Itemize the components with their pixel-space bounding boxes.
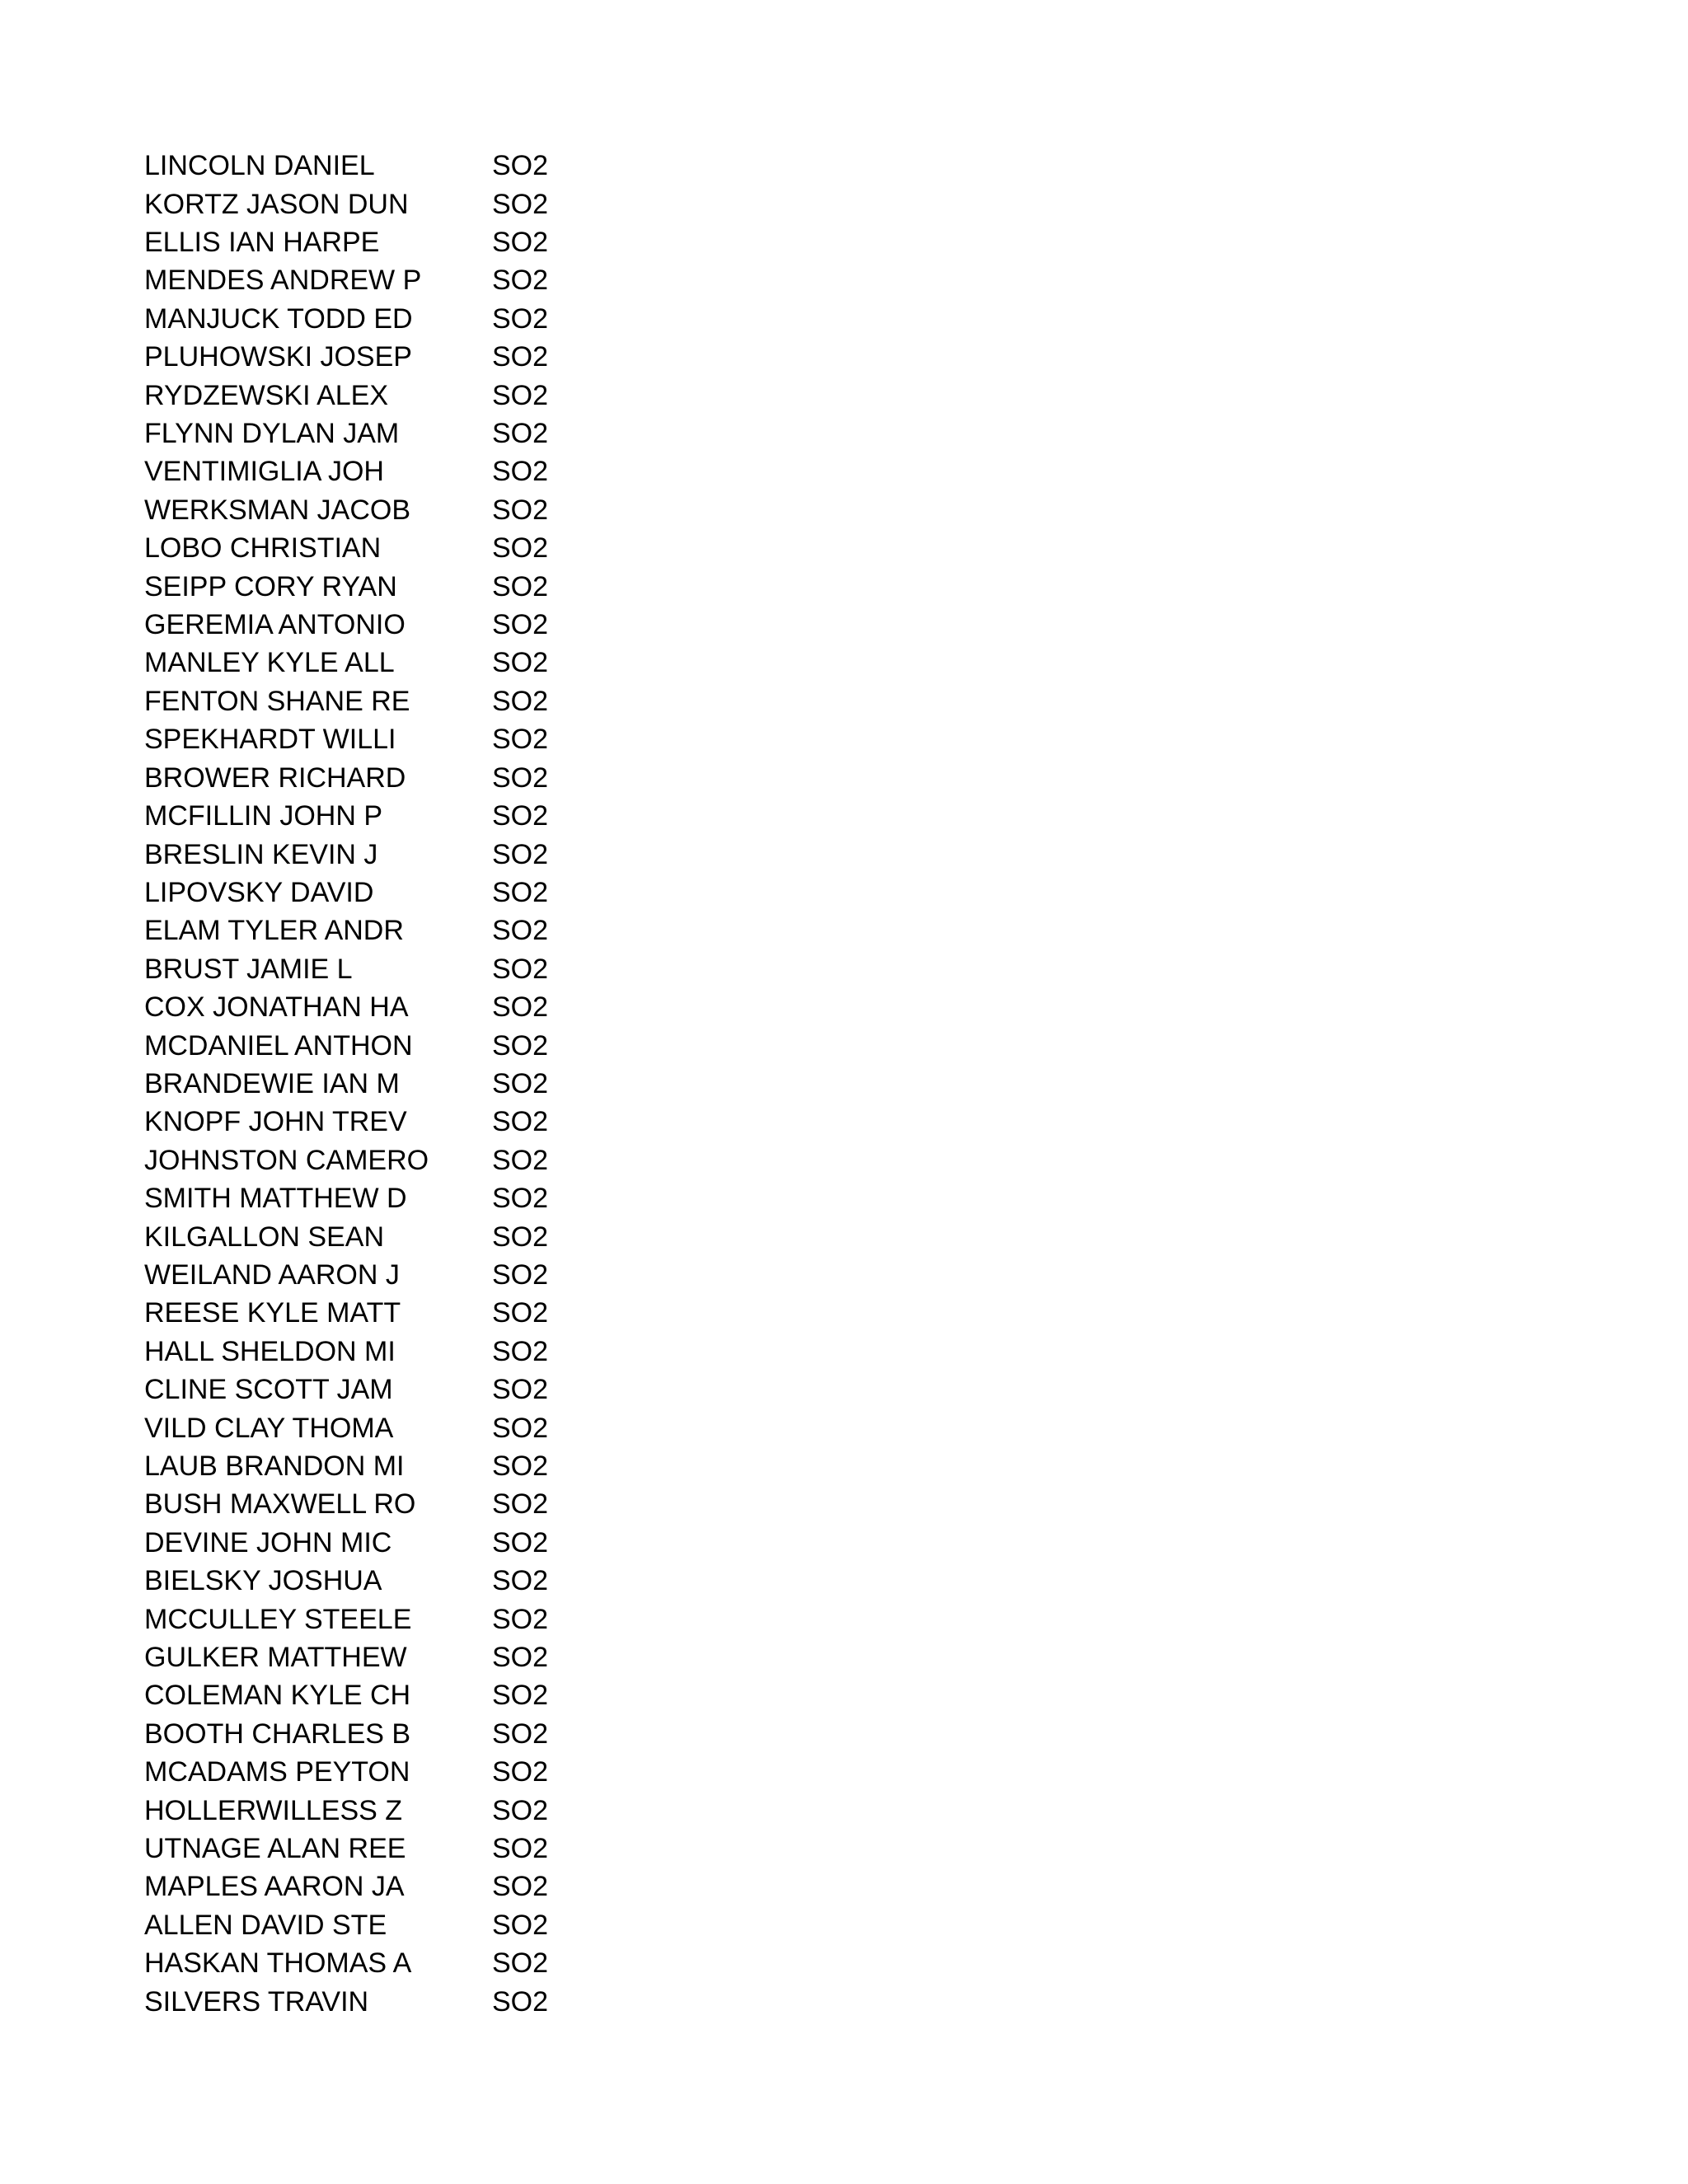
person-name: MCCULLEY STEELE (144, 1603, 412, 1635)
roster-row (144, 1408, 606, 1446)
roster-row (144, 1294, 606, 1332)
person-name: MCFILLIN JOHN P (144, 800, 383, 832)
roster-list (144, 147, 606, 2021)
class-code: SO2 (492, 532, 549, 565)
person-name: BRUST JAMIE L (144, 953, 353, 985)
person-name: BOOTH CHARLES B (144, 1718, 411, 1750)
class-code: SO2 (492, 1680, 549, 1712)
roster-row (144, 912, 606, 949)
roster-row (144, 1830, 606, 1868)
person-name: PLUHOWSKI JOSEP (144, 341, 412, 373)
class-code: SO2 (492, 1833, 549, 1865)
class-code: SO2 (492, 150, 549, 182)
person-name: REESE KYLE MATT (144, 1297, 401, 1329)
roster-row (144, 1562, 606, 1600)
roster-row (144, 606, 606, 644)
roster-row (144, 452, 606, 490)
roster-row (144, 759, 606, 797)
person-name: MCDANIEL ANTHON (144, 1029, 413, 1062)
roster-row (144, 1333, 606, 1371)
roster-row (144, 300, 606, 338)
person-name: UTNAGE ALAN REE (144, 1833, 406, 1865)
class-code: SO2 (492, 838, 549, 870)
roster-row (144, 376, 606, 414)
roster-row (144, 797, 606, 835)
roster-row (144, 950, 606, 988)
class-code: SO2 (492, 1106, 549, 1138)
person-name: BROWER RICHARD (144, 762, 406, 794)
person-name: WERKSMAN JACOB (144, 494, 411, 526)
roster-row (144, 1065, 606, 1103)
person-name: CLINE SCOTT JAM (144, 1374, 393, 1406)
roster-row (144, 261, 606, 299)
roster-row (144, 1485, 606, 1523)
roster-row (144, 223, 606, 261)
person-name: SMITH MATTHEW D (144, 1183, 407, 1215)
person-name: WEILAND AARON J (144, 1258, 400, 1291)
class-code: SO2 (492, 1947, 549, 1980)
person-name: KILGALLON SEAN (144, 1221, 385, 1253)
class-code: SO2 (492, 1642, 549, 1674)
class-code: SO2 (492, 1221, 549, 1253)
person-name: MANLEY KYLE ALL (144, 647, 395, 679)
roster-row (144, 1906, 606, 1944)
roster-row (144, 1524, 606, 1562)
person-name: HASKAN THOMAS A (144, 1947, 412, 1980)
roster-row (144, 1791, 606, 1829)
class-code: SO2 (492, 1985, 549, 2018)
person-name: MENDES ANDREW P (144, 265, 422, 297)
roster-row (144, 720, 606, 758)
person-name: LOBO CHRISTIAN (144, 532, 382, 565)
class-code: SO2 (492, 570, 549, 602)
roster-row (144, 1753, 606, 1791)
person-name: FENTON SHANE RE (144, 685, 410, 717)
roster-row (144, 1179, 606, 1217)
roster-row (144, 1026, 606, 1064)
class-code: SO2 (492, 876, 549, 908)
class-code: SO2 (492, 1565, 549, 1597)
person-name: GEREMIA ANTONIO (144, 609, 406, 641)
class-code: SO2 (492, 227, 549, 259)
roster-row (144, 147, 606, 185)
class-code: SO2 (492, 762, 549, 794)
roster-row (144, 644, 606, 682)
person-name: MAPLES AARON JA (144, 1871, 405, 1903)
roster-row (144, 1256, 606, 1294)
class-code: SO2 (492, 1526, 549, 1558)
person-name: GULKER MATTHEW (144, 1642, 407, 1674)
roster-row (144, 185, 606, 223)
person-name: FLYNN DYLAN JAM (144, 418, 400, 450)
person-name: SEIPP CORY RYAN (144, 570, 397, 602)
person-name: LINCOLN DANIEL (144, 150, 375, 182)
roster-row (144, 567, 606, 605)
roster-row (144, 682, 606, 720)
roster-row (144, 874, 606, 912)
person-name: BRESLIN KEVIN J (144, 838, 378, 870)
roster-row (144, 1715, 606, 1753)
person-name: KNOPF JOHN TREV (144, 1106, 407, 1138)
person-name: RYDZEWSKI ALEX (144, 379, 389, 411)
roster-row (144, 1638, 606, 1676)
roster-row (144, 1217, 606, 1255)
person-name: VENTIMIGLIA JOH (144, 456, 384, 488)
roster-row (144, 1141, 606, 1179)
person-name: KORTZ JASON DUN (144, 188, 409, 220)
roster-row (144, 835, 606, 873)
class-code: SO2 (492, 953, 549, 985)
person-name: BRANDEWIE IAN M (144, 1067, 400, 1099)
class-code: SO2 (492, 647, 549, 679)
person-name: VILD CLAY THOMA (144, 1412, 394, 1444)
roster-row (144, 415, 606, 452)
roster-row (144, 1447, 606, 1485)
person-name: DEVINE JOHN MIC (144, 1526, 392, 1558)
class-code: SO2 (492, 341, 549, 373)
class-code: SO2 (492, 1871, 549, 1903)
class-code: SO2 (492, 1756, 549, 1788)
class-code: SO2 (492, 1335, 549, 1367)
person-name: BIELSKY JOSHUA (144, 1565, 382, 1597)
person-name: HOLLERWILLESS Z (144, 1794, 403, 1826)
person-name: LIPOVSKY DAVID (144, 876, 374, 908)
person-name: BUSH MAXWELL RO (144, 1488, 416, 1521)
class-code: SO2 (492, 1029, 549, 1062)
class-code: SO2 (492, 800, 549, 832)
person-name: ALLEN DAVID STE (144, 1909, 387, 1941)
roster-row (144, 1868, 606, 1905)
person-name: JOHNSTON CAMERO (144, 1144, 429, 1176)
person-name: ELLIS IAN HARPE (144, 227, 380, 259)
roster-row (144, 491, 606, 529)
person-name: COLEMAN KYLE CH (144, 1680, 411, 1712)
class-code: SO2 (492, 1067, 549, 1099)
class-code: SO2 (492, 1718, 549, 1750)
class-code: SO2 (492, 265, 549, 297)
roster-row (144, 1983, 606, 2021)
roster-row (144, 988, 606, 1026)
class-code: SO2 (492, 1488, 549, 1521)
class-code: SO2 (492, 302, 549, 335)
class-code: SO2 (492, 1794, 549, 1826)
class-code: SO2 (492, 1603, 549, 1635)
class-code: SO2 (492, 1297, 549, 1329)
person-name: SPEKHARDT WILLI (144, 724, 396, 756)
person-name: HALL SHELDON MI (144, 1335, 396, 1367)
class-code: SO2 (492, 1412, 549, 1444)
class-code: SO2 (492, 991, 549, 1024)
person-name: SILVERS TRAVIN (144, 1985, 369, 2018)
class-code: SO2 (492, 379, 549, 411)
roster-row (144, 1600, 606, 1638)
person-name: ELAM TYLER ANDR (144, 915, 404, 947)
person-name: MANJUCK TODD ED (144, 302, 413, 335)
class-code: SO2 (492, 915, 549, 947)
roster-row (144, 1676, 606, 1714)
person-name: LAUB BRANDON MI (144, 1451, 405, 1483)
roster-row (144, 1103, 606, 1141)
class-code: SO2 (492, 1451, 549, 1483)
person-name: MCADAMS PEYTON (144, 1756, 410, 1788)
class-code: SO2 (492, 418, 549, 450)
class-code: SO2 (492, 685, 549, 717)
class-code: SO2 (492, 724, 549, 756)
class-code: SO2 (492, 1183, 549, 1215)
class-code: SO2 (492, 1258, 549, 1291)
person-name: COX JONATHAN HA (144, 991, 409, 1024)
class-code: SO2 (492, 609, 549, 641)
class-code: SO2 (492, 1144, 549, 1176)
class-code: SO2 (492, 188, 549, 220)
class-code: SO2 (492, 1374, 549, 1406)
roster-row (144, 1371, 606, 1408)
roster-row (144, 529, 606, 567)
class-code: SO2 (492, 1909, 549, 1941)
class-code: SO2 (492, 494, 549, 526)
roster-row (144, 1944, 606, 1982)
roster-row (144, 338, 606, 376)
class-code: SO2 (492, 456, 549, 488)
